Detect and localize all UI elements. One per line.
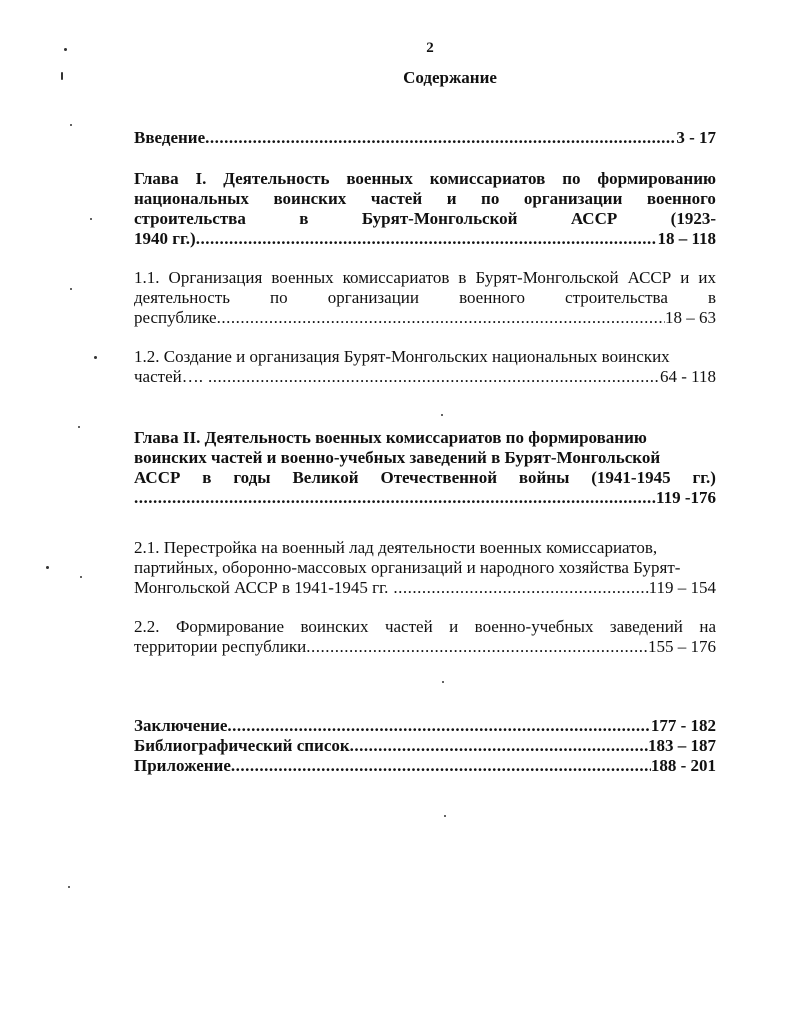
toc-word: частей xyxy=(370,189,423,208)
toc-label: Монгольской АССР в 1941-1945 гг. xyxy=(134,578,389,597)
scan-speck xyxy=(70,288,72,290)
toc-line xyxy=(134,308,716,328)
toc-line xyxy=(134,716,716,736)
toc-line xyxy=(134,468,716,488)
toc-pages: 18 – 63 xyxy=(665,308,716,327)
toc-word: организации xyxy=(523,189,623,208)
scan-speck xyxy=(90,218,92,220)
toc-pages: 155 – 176 xyxy=(648,637,716,656)
toc-entry-introduction xyxy=(134,128,716,148)
dot-leader xyxy=(208,367,660,387)
toc-label: территории республики xyxy=(134,637,307,656)
toc-word: Бурят-Монгольской xyxy=(361,209,518,228)
toc-line xyxy=(134,288,716,308)
dot-leader xyxy=(306,637,648,657)
toc-line xyxy=(134,169,716,189)
toc-line: 1.2. Создание и организация Бурят-Монгольских национальных воинских xyxy=(134,347,670,366)
toc-word: военного xyxy=(459,288,525,307)
scan-speck xyxy=(64,48,67,51)
page-title: Содержание xyxy=(403,68,497,87)
toc-pages: 119 – 154 xyxy=(648,578,716,597)
toc-entry-section-2-2 xyxy=(134,617,716,657)
toc-line xyxy=(134,637,716,657)
toc-word: деятельность xyxy=(134,288,230,307)
toc-word: гг.) xyxy=(692,468,716,487)
toc-label: Приложение xyxy=(134,756,231,775)
toc-word: Великой xyxy=(292,468,359,487)
toc-word: войны xyxy=(518,468,570,487)
dot-leader xyxy=(231,756,651,776)
toc-line xyxy=(134,488,716,508)
scan-speck xyxy=(78,426,80,428)
toc-label: 1940 гг.) xyxy=(134,229,196,248)
page-number: 2 xyxy=(426,40,434,56)
toc-line xyxy=(134,209,716,229)
toc-word: воинских xyxy=(273,189,347,208)
toc-label: Заключение xyxy=(134,716,228,735)
toc-word: годы xyxy=(233,468,271,487)
toc-word: в xyxy=(707,288,716,307)
toc-text: Глава I. Деятельность военных комиссариатов по формированию xyxy=(134,169,716,188)
dot-leader xyxy=(196,229,658,249)
toc-word: строительства xyxy=(134,209,246,228)
toc-line: 1.1. Организация военных комиссариатов в Бурят-Монгольской АССР и их xyxy=(134,268,716,287)
toc-entry-section-1-1 xyxy=(134,268,716,328)
dot-leader xyxy=(350,736,648,756)
toc-word: по xyxy=(481,189,500,208)
toc-word: организации xyxy=(327,288,419,307)
toc-pages: 188 - 201 xyxy=(650,756,716,775)
toc-label: частей…. xyxy=(134,367,203,386)
toc-line xyxy=(134,756,716,776)
toc-line: 2.2. Формирование воинских частей и военно-учебных заведений на xyxy=(134,617,716,636)
toc-line xyxy=(134,367,716,387)
toc-word: и xyxy=(446,189,457,208)
toc-word: по xyxy=(270,288,288,307)
toc-word: Отечественной xyxy=(380,468,498,487)
scan-speck xyxy=(70,124,72,126)
toc-pages: 3 - 17 xyxy=(676,128,716,147)
toc-word: АССР xyxy=(134,468,181,487)
toc-line: партийных, оборонно-массовых организаций и народного хозяйства Бурят- xyxy=(134,558,681,577)
scan-speck xyxy=(61,72,63,80)
toc-entry-chapter-1 xyxy=(134,169,716,249)
scan-speck xyxy=(94,356,97,359)
scan-speck xyxy=(441,414,443,416)
toc-label: республике xyxy=(134,308,217,327)
toc-entry-section-1-2 xyxy=(134,347,716,387)
toc-word: строительства xyxy=(565,288,668,307)
toc-line xyxy=(134,189,716,209)
toc-pages: 177 - 182 xyxy=(650,716,716,735)
toc-line: Глава II. Деятельность военных комиссариатов по формированию xyxy=(134,428,647,447)
scan-speck xyxy=(444,815,446,817)
toc-word: АССР xyxy=(570,209,618,228)
toc-line xyxy=(134,736,716,756)
scan-speck xyxy=(46,566,49,569)
dot-leader xyxy=(134,488,656,508)
toc-entry-section-2-1 xyxy=(134,538,716,598)
toc-word: военного xyxy=(646,189,716,208)
toc-line: воинских частей и военно-учебных заведений в Бурят-Монгольской xyxy=(134,448,661,467)
toc-word: в xyxy=(202,468,212,487)
toc-label: Библиографический список xyxy=(134,736,350,755)
toc-word: в xyxy=(299,209,309,228)
toc-pages: 64 - 118 xyxy=(659,367,716,386)
dot-leader xyxy=(393,578,648,598)
toc-line: 2.1. Перестройка на военный лад деятельности военных комиссариатов, xyxy=(134,538,658,557)
toc-entry-conclusion xyxy=(134,716,716,736)
dot-leader xyxy=(227,716,650,736)
toc-pages: 18 – 118 xyxy=(657,229,716,248)
dot-leader xyxy=(217,308,665,328)
toc-line xyxy=(134,229,716,249)
toc-label: Введение xyxy=(134,128,206,147)
toc-pages: 119 -176 xyxy=(656,488,716,507)
toc-pages: 183 – 187 xyxy=(648,736,716,755)
toc-word: (1941-1945 xyxy=(591,468,671,487)
dot-leader xyxy=(205,128,676,148)
toc-word: (1923- xyxy=(670,209,716,228)
toc-line xyxy=(134,128,716,148)
toc-entry-chapter-2 xyxy=(134,428,716,508)
scan-speck xyxy=(442,681,444,683)
toc-entry-bibliography xyxy=(134,736,716,756)
toc-line xyxy=(134,578,716,598)
toc-word: национальных xyxy=(134,189,249,208)
scan-speck xyxy=(80,576,82,578)
toc-entry-appendix xyxy=(134,756,716,776)
scan-speck xyxy=(68,886,70,888)
